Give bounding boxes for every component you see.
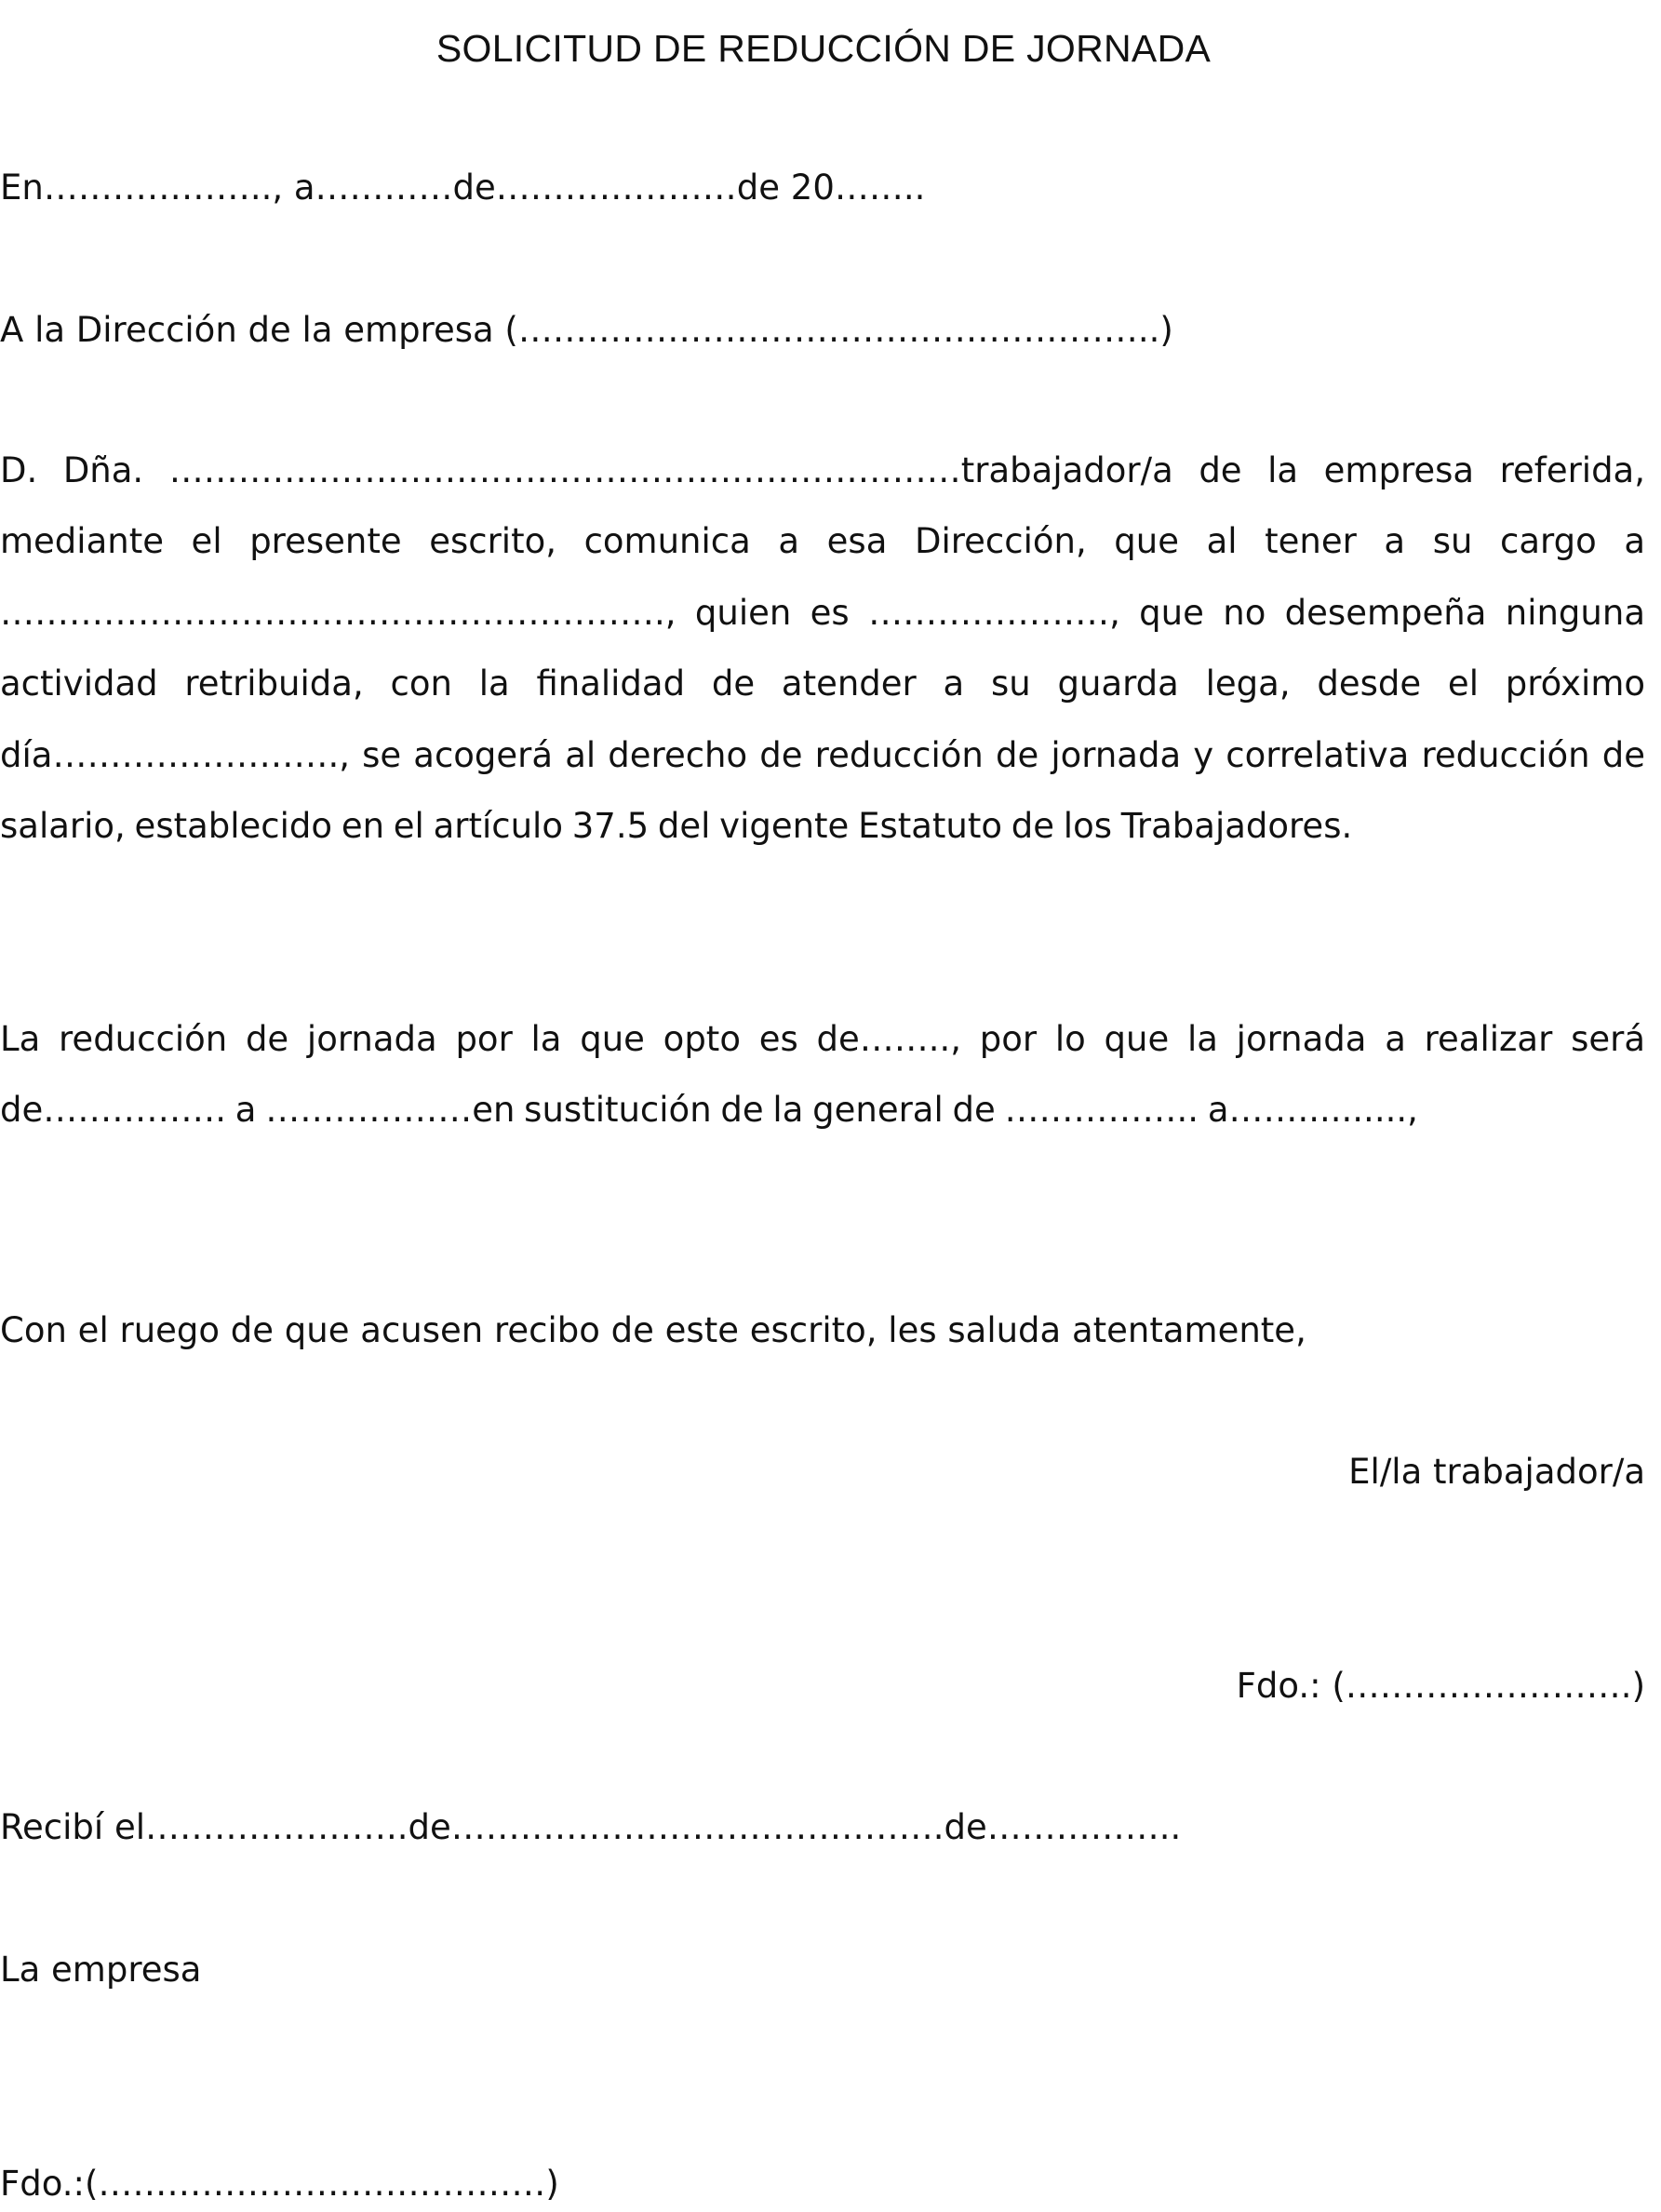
worker-signature-line: Fdo.: (…………………….)	[1236, 1666, 1645, 1706]
receipt-line: Recibí el…………………..de…………………………………….de……………..	[0, 1807, 1182, 1847]
document-title: SOLICITUD DE REDUCCIÓN DE JORNADA	[435, 27, 1212, 70]
request-paragraph: D. Dña. ……………………………………………………………trabajador/a de la empresa referida, mediante el presente escrito, comunica a esa Dirección, que al tener a su cargo a …………………………………………………., quien es …………………, que no desempeña ninguna actividad retribuida, con la finalidad de atender a su guarda lega, desde el próximo día……………………., se acogerá al derecho de reducción de jornada y correlativa reducción de salario, establecido en el artículo 37.5 del vigente Estatuto de los Trabajadores.	[0, 450, 1645, 847]
company-signature-line: Fdo.:(…………………………………)	[0, 2164, 559, 2204]
closing-line: Con el ruego de que acusen recibo de este escrito, les saluda atentamente,	[0, 1310, 1306, 1350]
addressee-line: A la Dirección de la empresa (………………………………………………..)	[0, 310, 1173, 350]
worker-label: El/la trabajador/a	[1348, 1452, 1645, 1492]
company-label: La empresa	[0, 1950, 202, 1990]
reduction-paragraph: La reducción de jornada por la que opto es de…….., por lo que la jornada a realizar será de……………. a ………………en sustitución de la general de …………….. a……..........,	[0, 1019, 1645, 1131]
place-date-line: En……………….., a…………de…………………de 20……..	[0, 168, 926, 208]
